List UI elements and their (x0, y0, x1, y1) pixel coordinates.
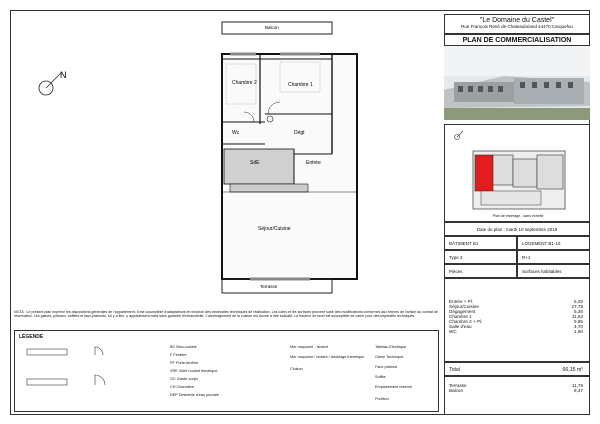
plan-type-box (444, 34, 590, 46)
label-balcon: Balcon (265, 25, 279, 30)
room-area: 27,78 (571, 304, 583, 309)
label-entree: Entrée (306, 160, 321, 166)
legend-item: VRE Volet roulant électrique (170, 369, 218, 373)
building-rendering (444, 46, 590, 120)
exterior-row (449, 388, 583, 393)
building-cell (444, 236, 517, 250)
rooms-header: Pièces (449, 269, 463, 274)
label-sejour: Séjour/Cuisine (258, 226, 291, 232)
type-cell (444, 250, 517, 264)
room-area: 1,90 (574, 329, 583, 334)
area-header-cell (517, 264, 590, 278)
label-sde: SdE (250, 160, 260, 166)
rooms-table (444, 278, 590, 362)
legend-title: LÉGENDE (19, 334, 44, 340)
label-wc: Wc (232, 130, 240, 136)
legend-item: Gaine Technique (375, 355, 404, 359)
type-value: Type 3 (449, 255, 463, 260)
project-header (444, 14, 590, 34)
legend-item: Faux plafond (375, 365, 397, 369)
legend-item: Emplacement réservé (375, 385, 412, 389)
total-row (444, 362, 590, 376)
room-name: WC (449, 329, 457, 334)
date-box (444, 222, 590, 236)
level-cell (517, 250, 590, 264)
legend-item: Portillon (375, 397, 389, 401)
location-plan (445, 125, 591, 215)
location-plan-box (444, 124, 590, 222)
nota-text: NOTA : Le présent plan exprime les dispositions générales de l'appartement, il est susceptible d'adaptations en fonction des nécessités techniques de réalisation. Les cotes et les surfaces peuvent subir des modifications conformes aux termes de l'article du contrat de réservation. Les gaines, poteaux, soffites et faux-plafonds, s'il y a lieu, y apparaissent mais sans garantie d'exhaustivité. L'aménagement de la cuisine est donné à titre indicatif. La hauteur de seuil est susceptible de varier pour des impératifs techniques. (14, 310, 439, 319)
location-plan-caption: Plan de repérage - sans échelle (492, 214, 544, 218)
legend-box (14, 330, 439, 412)
legend-item: PF Porte-fenêtre (170, 361, 199, 365)
label-terrasse: Terrasse (260, 284, 278, 289)
plan-date: Date du plan : mardi 10 septembre 2019 (476, 227, 558, 232)
legend-item: Soffite (375, 375, 386, 379)
exterior-area: 11,76 (571, 383, 583, 388)
room-name: Dégagement (449, 309, 476, 314)
room-name: Chambre 1 (449, 314, 472, 319)
room-name: Entrée + Pl. (449, 299, 474, 304)
room-row (449, 329, 583, 334)
north-label: N (60, 70, 67, 80)
floor-plan (210, 14, 370, 298)
label-chambre2: Chambre 2 (232, 80, 257, 86)
room-area: 5,26 (574, 309, 583, 314)
label-degt: Dégt (294, 130, 305, 136)
legend-item: GC Garde-corps (170, 377, 198, 381)
exterior-name: Balcon (449, 388, 464, 393)
legend-item: Cloison (290, 367, 303, 371)
legend-item: Mur maçonné - Isolant (290, 345, 328, 349)
north-arrow-icon (32, 64, 72, 104)
project-address: Rue François René de Chateaubriand 44470 Carquefou (461, 24, 573, 29)
exterior-table (444, 376, 590, 415)
room-area: 11,62 (571, 314, 583, 319)
building-value: BÂTIMENT B1 (449, 241, 479, 246)
exterior-area: 6,47 (574, 388, 583, 393)
legend-item: BC Bloc-cuisine (170, 345, 197, 349)
total-value: 66,15 m² (562, 367, 583, 373)
level-value: R+1 (522, 255, 531, 260)
rooms-header-cell (444, 264, 517, 278)
room-name: Séjour/Cuisine (449, 304, 479, 309)
room-area: 4,70 (574, 324, 583, 329)
room-name: Chambre 2 + Pl. (449, 319, 483, 324)
lot-cell (517, 236, 590, 250)
legend-item: CH Chaudière (170, 385, 195, 389)
lot-value: LOGEMENT B1-10 (522, 241, 561, 246)
room-area: 9,85 (574, 319, 583, 324)
plan-type: PLAN DE COMMERCIALISATION (462, 37, 572, 44)
legend-item: Mur maçonné / Isolant / doublage thermique (290, 355, 365, 359)
legend-item: Tableau Electrique (375, 345, 407, 349)
label-chambre1: Chambre 1 (288, 82, 313, 88)
room-name: Salle d'eau (449, 324, 472, 329)
exterior-name: Terrasse (449, 383, 467, 388)
project-name: "Le Domaine du Castel" (479, 17, 555, 24)
legend-item: DEP Descente d'eau pluviale (170, 393, 219, 397)
room-area: 5,02 (574, 299, 583, 304)
legend-item: F Fenêtre (170, 353, 187, 357)
area-header: Surfaces habitables (522, 269, 562, 274)
total-label: Total (449, 367, 460, 373)
legend-symbols (25, 345, 155, 405)
